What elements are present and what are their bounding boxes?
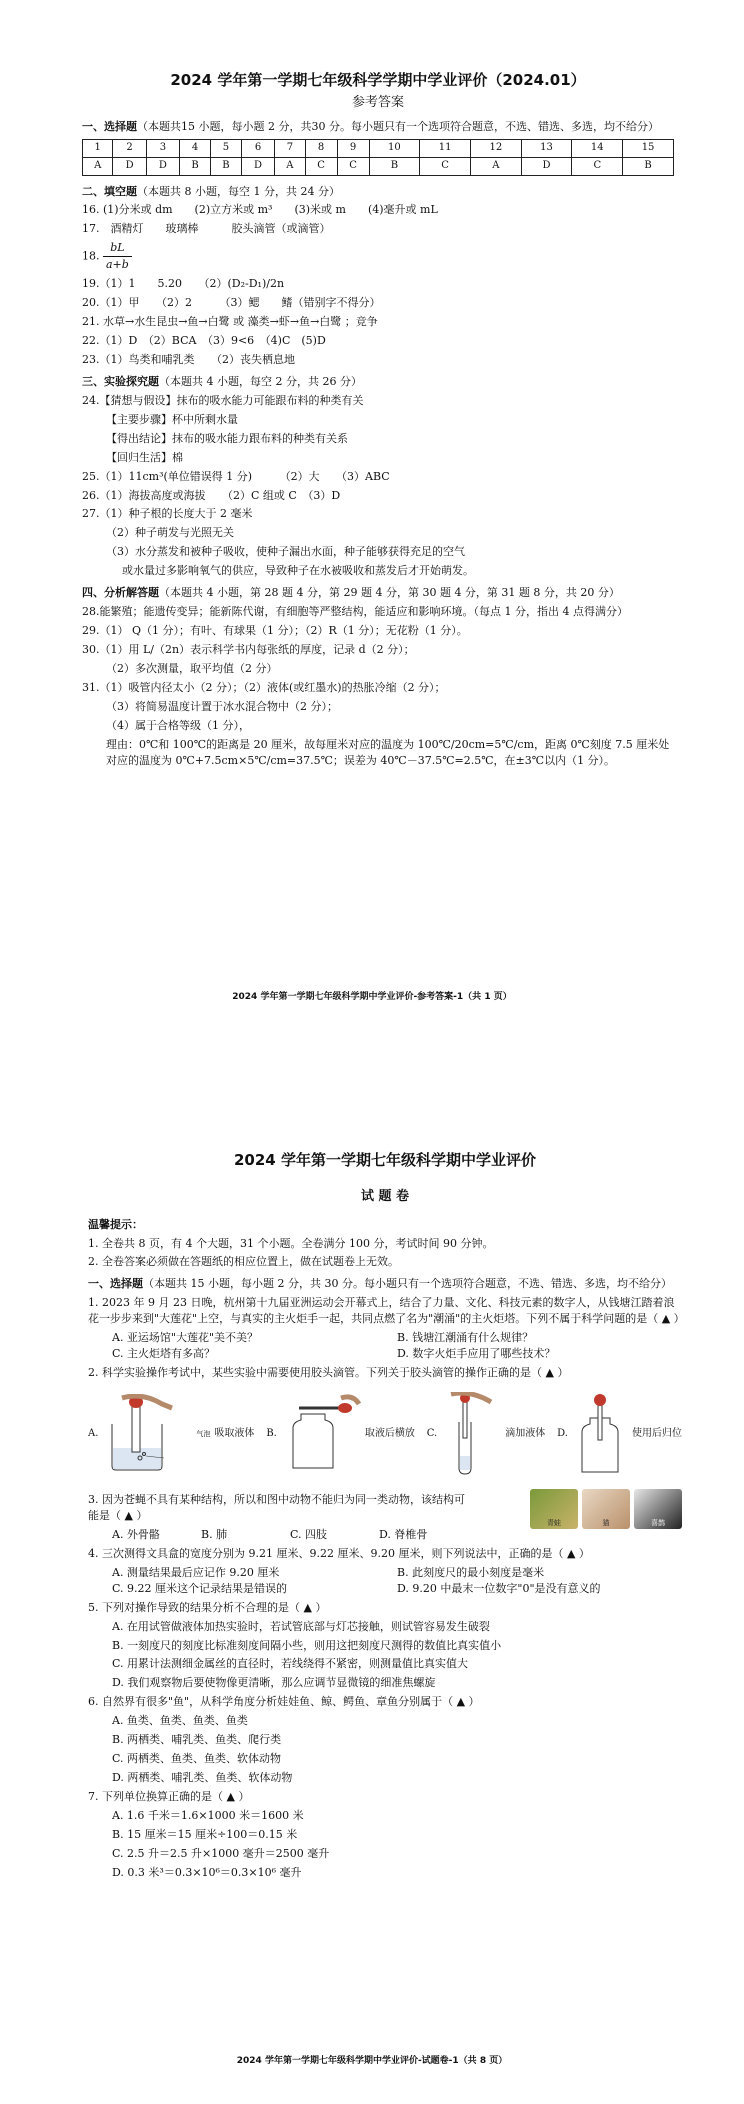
answer-q30-1: 30.（1）用 L/（2n）表示科学书内每张纸的厚度，记录 d（2 分）；: [82, 643, 415, 657]
q2-figure-c-label: 滴加液体: [505, 1427, 546, 1439]
q2-figures: [88, 1391, 682, 1477]
section3-heading: 三、实验探究题: [82, 374, 159, 388]
answer-q23: 23.（1）鸟类和哺乳类 （2）丧失栖息地: [82, 352, 295, 366]
q4-stem: 4. 三次测得文具盒的宽度分别为 9.21 厘米、9.22 厘米、9.20 厘米，则下列说法中，正确的是（ ▲ ）: [88, 1546, 590, 1560]
section4: [82, 585, 674, 601]
dropper-bottle-figure: [572, 1392, 628, 1476]
q1-option-b: B. 钱塘江潮涌有什么规律？: [397, 1331, 534, 1345]
answer-q27-2: （2）种子萌发与光照无关: [106, 526, 234, 540]
section1: [82, 119, 674, 135]
q1-stem: 1. 2023 年 9 月 23 日晚，杭州第十九届亚洲运动会开幕式上，结合了力量、文化、科技元素的数字人，从钱塘江踏着浪花一步步来到"大莲花"上空，与真实的主火炬手一起，共同点燃了名为"潮涌"的主火炬塔。下列不属于科学问题的是（ ▲ ）: [88, 1296, 685, 1326]
q7-option-d: D. 0.3 米³＝0.3×10⁶＝0.3×10⁶ 毫升: [112, 1865, 302, 1879]
answer-q17: 17. 酒精灯 玻璃棒 胶头滴管（或滴管）: [82, 222, 331, 236]
answer-table-answer-cell: C: [337, 157, 369, 175]
answer-q27-3-cont: 或水量过多影响氧气的供应，导致种子在水被吸收和蒸发后才开始萌发。: [122, 564, 474, 578]
answer-q18-fraction: [103, 240, 132, 273]
q3-option-a: A. 外骨骼: [112, 1527, 160, 1541]
q4-options-row2: [88, 1581, 682, 1597]
answer-table-answer-cell: C: [420, 157, 471, 175]
section1-heading: 一、选择题: [82, 119, 137, 133]
answer-q24-conclusion: 【得出结论】抹布的吸水能力跟布料的种类有关系: [106, 431, 348, 445]
q5-option-d: D. 我们观察物后要使物像更清晰，那么应调节显微镜的细准焦螺旋: [112, 1676, 436, 1690]
answer-table-answer-cell: B: [210, 157, 241, 175]
answer-q19: 19.（1）1 5.20 （2）(D₂-D₁)/2n: [82, 277, 285, 291]
answer-q16: 16. (1)分米或 dm (2)立方米或 m³ (3)米或 m (4)毫升或 mL: [82, 203, 438, 217]
answer-table-answer-cell: B: [369, 157, 420, 175]
answer-table-answer-cell: D: [146, 157, 179, 175]
answer-table-number-cell: 8: [305, 139, 337, 157]
tip-1: 1. 全卷共 8 页，有 4 个大题，31 个小题。全卷满分 100 分，考试时间 90 分钟。: [88, 1236, 494, 1250]
section2-note: （本题共 8 小题，每空 1 分，共 24 分）: [137, 184, 340, 198]
answer-q22: 22.（1）D （2）BCA （3）9<6 （4)C (5)D: [82, 334, 326, 348]
q2-figure-a-sublabel: 气泡: [196, 1429, 211, 1438]
tip-2: 2. 全卷答案必须做在答题纸的相应位置上，做在试题卷上无效。: [88, 1255, 399, 1269]
q2-figure-b-label: 取液后横放: [364, 1427, 415, 1439]
answer-q24-hypothesis: 24.【猜想与假设】抹布的吸水能力可能跟布料的种类有关: [82, 393, 364, 407]
answer-table-answer-cell: C: [572, 157, 623, 175]
q6-option-b: B. 两栖类、哺乳类、鱼类、爬行类: [112, 1733, 282, 1747]
exam-section1-note: （本题共 15 小题，每小题 2 分，共 30 分。每小题只有一个选项符合题意，不选、错选、多选，均不给分）: [143, 1277, 672, 1291]
exam-section1: [88, 1276, 682, 1292]
answer-table-answer-cell: D: [241, 157, 274, 175]
dropper-beaker-figure: [102, 1394, 192, 1474]
answer-q18-label: 18.: [82, 249, 100, 263]
answer-table-number-cell: 5: [210, 139, 241, 157]
answer-q24-life: 【回归生活】棉: [106, 450, 183, 464]
dropper-testtube-figure: [441, 1392, 501, 1476]
answer-table-number-cell: 2: [113, 139, 146, 157]
q6-stem: 6. 自然界有很多"鱼"，从科学角度分析娃娃鱼、鲸、鳄鱼、章鱼分别属于（ ▲ ）: [88, 1695, 480, 1709]
q2-figure-a: A. 气泡 吸取液体: [88, 1394, 254, 1474]
answer-table-number-cell: 3: [146, 139, 179, 157]
answer-q31-reason: 理由：0℃和 100℃的距离是 20 厘米，故每厘米对应的温度为 100℃/20cm=5℃/cm，距离 0℃刻度 7.5 厘米处对应的温度为 0℃+7.5cm×5℃/cm=37.5℃；误差为 40℃－37.5℃=2.5℃，在±3℃以内（1 分）。: [106, 737, 670, 767]
answer-table-number-cell: 9: [337, 139, 369, 157]
answer-table-answer-cell: D: [521, 157, 572, 175]
answer-table-answer-cell: A: [83, 157, 113, 175]
answer-table-answer-cell: D: [113, 157, 146, 175]
answer-q25: 25.（1）11cm³(单位错误得 1 分) （2）大 （3）ABC: [82, 469, 390, 483]
q3-option-d: D. 脊椎骨: [379, 1527, 428, 1541]
exam-page-subtitle: 试 题 卷: [360, 1188, 410, 1204]
answer-page-subtitle: 参考答案: [351, 94, 404, 110]
answer-q29: 29.（1） Q（1 分）；有叶、有球果（1 分）；（2）R（1 分）；无花粉（1 分）。: [82, 624, 468, 638]
q2-stem: 2. 科学实验操作考试中，某些实验中需要使用胶头滴管。下列关于胶头滴管的操作正确的是（ ▲ ）: [88, 1366, 569, 1380]
frog-label: 青蛙: [547, 1518, 561, 1527]
cat-label: 猫: [602, 1518, 610, 1527]
q4-options-row1: [88, 1565, 682, 1581]
answer-table-number-cell: 10: [369, 139, 420, 157]
answer-table-number-cell: 11: [420, 139, 471, 157]
answer-table-number-cell: 7: [275, 139, 305, 157]
q7-option-a: A. 1.6 千米＝1.6×1000 米＝1600 米: [112, 1808, 304, 1822]
q2-figure-a-label: 吸取液体: [214, 1427, 255, 1439]
answer-q18-denominator: a+b: [106, 258, 129, 272]
page-gap: [0, 1040, 744, 1080]
answer-q27-1: 27.（1）种子根的长度大于 2 毫米: [82, 507, 253, 521]
q4-option-c: C. 9.22 厘米这个记录结果是错误的: [112, 1581, 288, 1595]
section2: [82, 184, 674, 200]
answer-table-answer-cell: C: [305, 157, 337, 175]
answer-table-answer-cell: A: [275, 157, 305, 175]
section1-note: （本题共15 小题，每小题 2 分，共30 分。每小题只有一个选项符合题意，不选、错选、多选，均不给分）: [137, 119, 659, 133]
q5-option-c: C. 用累计法测细金属丝的直径时，若线绕得不紧密，则测量值比真实值大: [112, 1657, 469, 1671]
q1-option-a: A. 亚运场馆"大莲花"美不美？: [112, 1331, 259, 1345]
q3-option-c: C. 四肢: [290, 1527, 328, 1541]
answer-key-page: [0, 0, 744, 1040]
answer-q31-1: 31.（1）吸管内径太小（2 分）；（2）液体(或红墨水)的热胀冷缩（2 分）；: [82, 680, 446, 694]
answer-table-number-cell: 1: [83, 139, 113, 157]
q6-option-a: A. 鱼类、鱼类、鱼类、鱼类: [112, 1714, 248, 1728]
q7-option-b: B. 15 厘米＝15 厘米÷100＝0.15 米: [112, 1827, 298, 1841]
q3-option-b: B. 肺: [201, 1527, 228, 1541]
q2-figure-c: C. 滴加液体: [427, 1392, 545, 1476]
answer-table: [82, 139, 674, 176]
answer-table-answer-row: [83, 157, 674, 175]
magpie-label: 喜鹊: [651, 1518, 665, 1527]
exam-page-title: 2024 学年第一学期七年级科学期中学业评价: [234, 1151, 536, 1169]
answer-table-answer-cell: B: [180, 157, 211, 175]
section3-note: （本题共 4 小题，每空 2 分，共 26 分）: [159, 374, 362, 388]
answer-table-number-cell: 13: [521, 139, 572, 157]
answer-q18: [82, 240, 674, 273]
q3-animal-pictures: [530, 1489, 682, 1529]
q6-option-c: C. 两栖类、鱼类、鱼类、软体动物: [112, 1752, 282, 1766]
section2-heading: 二、填空题: [82, 184, 137, 198]
answer-q21: 21. 水草→水生昆虫→鱼→白鹭 或 藻类→虾→鱼→白鹭 ；竞争: [82, 315, 378, 329]
q5-stem: 5. 下列对操作导致的结果分析不合理的是（ ▲ ）: [88, 1600, 327, 1614]
q2-figure-b: B. 取液后横放: [266, 1394, 415, 1474]
exam-section1-heading: 一、选择题: [88, 1277, 143, 1291]
answer-q26: 26.（1）海拔高度或海拔 （2）C 组或 C （3）D: [82, 488, 341, 502]
frog-image: [530, 1489, 578, 1529]
section4-note: （本题共 4 小题，第 28 题 4 分，第 29 题 4 分，第 30 题 4 分，第 31 题 8 分，共 20 分）: [159, 586, 620, 600]
q5-option-a: A. 在用试管做液体加热实验时，若试管底部与灯芯接触，则试管容易发生破裂: [112, 1619, 490, 1633]
answer-page-footer: 2024 学年第一学期七年级科学期中学业评价-参考答案-1（共 1 页）: [232, 991, 512, 1002]
answer-q18-numerator: bL: [103, 240, 132, 257]
answer-q30-2: （2）多次测量，取平均值（2 分）: [106, 661, 278, 675]
answer-table-number-cell: 12: [470, 139, 521, 157]
q7-stem: 7. 下列单位换算正确的是（ ▲ ）: [88, 1790, 250, 1804]
q4-option-d: D. 9.20 中最末一位数字"0"是没有意义的: [397, 1581, 601, 1595]
dropper-horizontal-figure: [281, 1394, 361, 1474]
answer-table-answer-cell: A: [470, 157, 521, 175]
section4-heading: 四、分析解答题: [82, 586, 159, 600]
q1-options-row2: [88, 1346, 682, 1362]
answer-q24-steps: 【主要步骤】杯中所剩水量: [106, 412, 238, 426]
cat-image: [582, 1489, 630, 1529]
answer-table-answer-cell: B: [623, 157, 674, 175]
answer-table-number-cell: 14: [572, 139, 623, 157]
answer-page-title: 2024 学年第一学期七年级科学学期中学业评价（2024.01）: [170, 71, 586, 89]
answer-q20: 20.（1）甲 （2）2 （3）鳃 鳍（错别字不得分）: [82, 296, 381, 310]
q2-figure-d-label: 使用后归位: [631, 1427, 682, 1439]
exam-page-footer: 2024 学年第一学期七年级科学期中学业评价-试题卷-1（共 8 页）: [236, 2055, 508, 2066]
q1-option-c: C. 主火炬塔有多高？: [112, 1347, 216, 1361]
tips-heading: 温馨提示：: [88, 1217, 143, 1231]
q7-option-c: C. 2.5 升＝2.5 升×1000 毫升＝2500 毫升: [112, 1846, 330, 1860]
answer-table-number-row: [83, 139, 674, 157]
q4-option-b: B. 此刻度尺的最小刻度是毫米: [397, 1565, 545, 1579]
q3-stem: 3. 因为苍蝇不具有某种结构，所以和图中动物不能归为同一类动物，该结构可能是（ ▲ ）: [88, 1493, 465, 1522]
exam-page: [0, 1080, 744, 2104]
answer-q31-3: （3）将简易温度计置于冰水混合物中（2 分）；: [106, 699, 338, 713]
q3-options: [88, 1527, 468, 1543]
section3: [82, 374, 674, 390]
q1-option-d: D. 数字火炬手应用了哪些技术？: [397, 1347, 556, 1361]
magpie-image: [634, 1489, 682, 1529]
q1-options-row1: [88, 1330, 682, 1346]
answer-table-number-cell: 15: [623, 139, 674, 157]
tips-box: [88, 1217, 682, 1271]
q6-option-d: D. 两栖类、哺乳类、鱼类、软体动物: [112, 1771, 293, 1785]
q4-option-a: A. 测量结果最后应记作 9.20 厘米: [112, 1565, 280, 1579]
answer-q31-4: （4）属于合格等级（1 分），: [106, 718, 250, 732]
q3-block: [88, 1489, 682, 1543]
q5-option-b: B. 一刻度尺的刻度比标准刻度间隔小些，则用这把刻度尺测得的数值比真实值小: [112, 1638, 502, 1652]
answer-q28: 28.能繁殖；能遗传变异；能新陈代谢，有细胞等严整结构，能适应和影响环境。（每点 1 分，指出 4 点得满分）: [82, 605, 628, 619]
q2-figure-d: D. 使用后归位: [557, 1392, 682, 1476]
answer-table-number-cell: 4: [180, 139, 211, 157]
answer-q27-3: （3）水分蒸发和被种子吸收，使种子漏出水面，种子能够获得充足的空气: [106, 545, 465, 559]
q3-text: [88, 1489, 468, 1543]
answer-table-number-cell: 6: [241, 139, 274, 157]
